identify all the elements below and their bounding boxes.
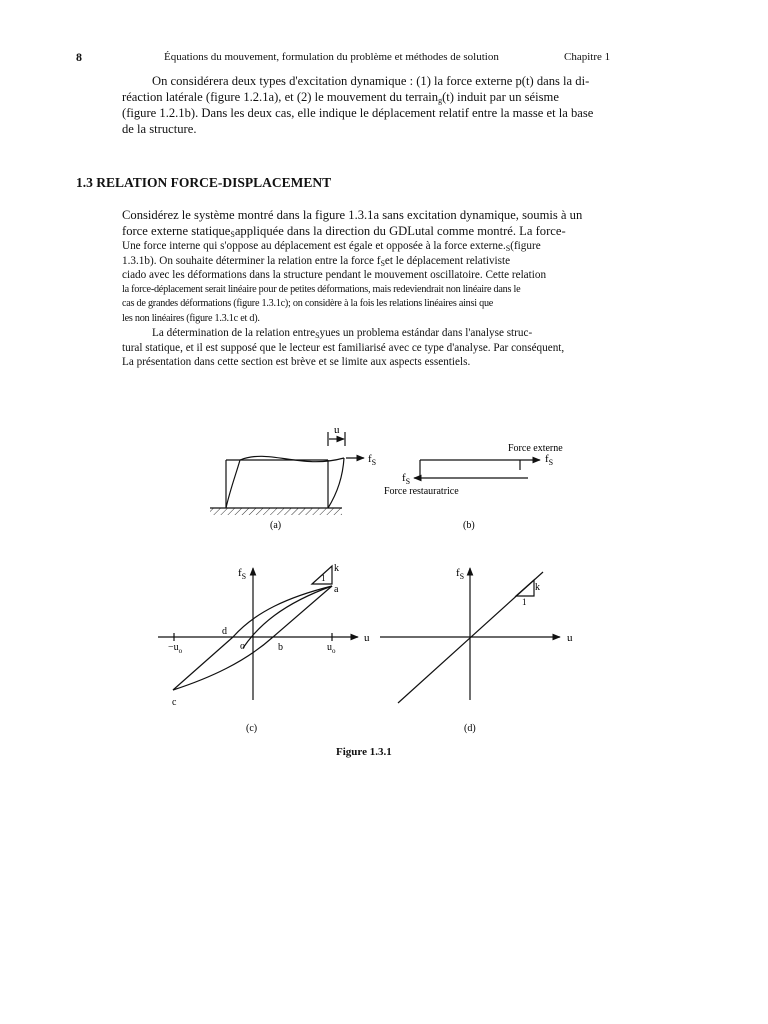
figure-caption: Figure 1.3.1 <box>336 746 392 758</box>
label-fs-b-left: $f_S$ <box>402 472 411 486</box>
text-line: Considérez le système montré dans la figure 1.3.1a sans excitation dynamique, soumis à un <box>122 208 583 222</box>
unloading-line <box>273 586 332 637</box>
ground-hatch <box>210 508 342 515</box>
paragraph-excitation <box>122 73 642 137</box>
reloading-line <box>173 637 233 690</box>
label-fs-a: $f_S$ <box>368 453 377 467</box>
diagram-frame <box>210 432 364 515</box>
label-one-d: 1 <box>522 597 527 607</box>
reverse-curve <box>173 637 273 690</box>
label-restoring-force: Force restauratrice <box>384 486 459 497</box>
free-body-diagram <box>414 460 540 478</box>
text-line: La détermination de la relation entre$_S$yues un problema estándar dans l'analyse struc- <box>152 327 533 340</box>
text-line: On considérera deux types d'excitation dynamique : (1) la force externe p(t) dans la di- <box>152 74 590 88</box>
page-number: 8 <box>76 50 82 64</box>
label-uo: $u_o$ <box>327 642 336 655</box>
label-u-c: u <box>364 632 370 644</box>
text-line: La présentation dans cette section est brève et se limite aux aspects essentiels. <box>122 356 471 368</box>
label-k-c: k <box>334 563 339 574</box>
label-point-c: c <box>172 697 177 708</box>
label-fs-b-top: $f_S$ <box>545 453 554 467</box>
page-header <box>0 50 768 66</box>
label-minus-uo: $-u_o$ <box>168 642 183 655</box>
subscript: S <box>505 244 511 253</box>
text-line: de la structure. <box>122 122 197 136</box>
label-k-d: k <box>535 582 540 593</box>
section-heading: 1.3 RELATION FORCE-DISPLACEMENT <box>76 175 332 190</box>
label-panel-b: (b) <box>463 520 475 531</box>
label-fs-c: $f_S$ <box>238 567 247 581</box>
text-line: tural statique, et il est supposé que le lecteur est familiarisé avec ce type d'analyse. Par conséquent, <box>122 341 565 354</box>
figure-1-3-1 <box>150 420 600 740</box>
label-u-d: u <box>567 632 573 644</box>
label-point-a: a <box>334 584 339 595</box>
label-panel-c: (c) <box>246 723 258 734</box>
hysteresis-plot <box>158 566 358 700</box>
running-title: Équations du mouvement, formulation du problème et méthodes de solution <box>164 51 499 63</box>
text-line: force externe statique$_S$appliquée dans la direction du GDLutal comme montré. La force- <box>122 224 566 239</box>
label-panel-a: (a) <box>270 520 282 531</box>
label-external-force: Force externe <box>508 443 563 454</box>
stiffness-triangle-d <box>516 580 534 596</box>
label-panel-d: (d) <box>464 723 476 734</box>
deformed-column-right <box>328 458 344 508</box>
label-fs-d: $f_S$ <box>456 567 465 581</box>
text-line: réaction latérale (figure 1.2.1a), et (2) le mouvement du terrain$_g$(t) induit par un séisme <box>122 90 559 105</box>
text-line: (figure 1.2.1b). Dans les deux cas, elle indique le déplacement relatif entre la masse et la base <box>122 106 594 120</box>
text-line: ciado avec les déformations dans la structure pendant le mouvement oscillatoire. Cette relation <box>122 269 547 281</box>
text-line: les non linéaires (figure 1.3.1c et d). <box>122 312 260 324</box>
label-origin-c: o <box>240 641 245 652</box>
subscript: S <box>230 230 235 239</box>
label-u-a: u <box>334 424 340 436</box>
text-line: la force-déplacement serait linéaire pour de petites déformations, mais redeviendrait non linéaire dans le <box>122 283 521 295</box>
label-one-c: 1 <box>321 573 326 583</box>
text-line: Une force interne qui s'oppose au déplacement est égale et opposée à la force $externe._S(figure$ <box>122 240 541 253</box>
label-point-b: b <box>278 642 283 653</box>
deformed-column-left <box>226 460 240 508</box>
chapter-label: Chapitre 1 <box>564 51 611 63</box>
subscript: S <box>380 258 385 268</box>
paragraph-force-displacement <box>122 207 642 370</box>
subscript: g <box>438 96 443 105</box>
text-line: cas de grandes déformations (figure 1.3.1c); on considère à la fois les relations linéaires ainsi que <box>122 298 494 309</box>
text-line: 1.3.1b). On souhaite déterminer la relation entre la force $f_Set$ le déplacement relativiste <box>122 254 511 268</box>
deformed-beam <box>240 456 344 461</box>
linear-plot <box>380 568 560 703</box>
label-point-d: d <box>222 626 227 637</box>
subscript: S <box>315 331 320 340</box>
